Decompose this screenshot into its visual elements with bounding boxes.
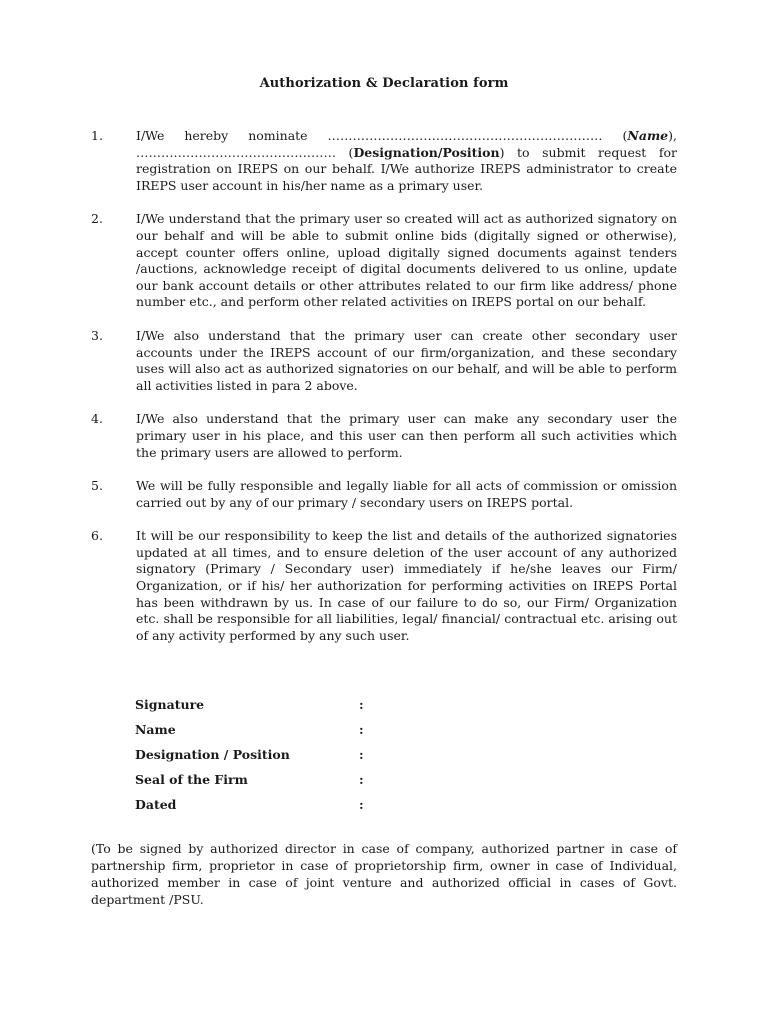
item-number: 1. [91, 128, 103, 143]
name-row [135, 722, 395, 747]
dated-row [135, 797, 395, 822]
item-text-part: I/We hereby nominate ………………………………………………………… ( [136, 128, 628, 143]
signature-colon: : [359, 697, 364, 712]
item-text-part: ), ………………………………………… ( [136, 128, 677, 160]
item-number: 3. [91, 327, 103, 343]
item-text: I/We understand that the primary user so created will act as authorized signatory on our behalf and will be able to submit online bids (digitally signed or otherwise), accept counter offers online, upload digitally signed documents against tenders /auctions, acknowledge receipt of digital documents delivered to us online, update our bank account details or other attributes related to our firm like address/ phone number etc., and perform other related activities on IREPS portal on our behalf. [136, 211, 677, 310]
list-item [91, 411, 677, 461]
name-colon: : [359, 722, 364, 737]
designation-row [135, 747, 395, 772]
item-text: I/We also understand that the primary user can create other secondary user accounts under the IREPS account of our firm/organization, and these secondary uses will also act as authorized signatories on our behalf, and will be able to perform all activities listed in para 2 above. [136, 327, 677, 393]
signature-label: Signature [135, 697, 205, 712]
item-text: We will be fully responsible and legally liable for all acts of commission or omission carried out by any of our primary / secondary users on IREPS portal. [136, 478, 677, 510]
item-number: 4. [91, 411, 103, 427]
item-text-part: ) to submit request for registration on IREPS on our behalf. I/We authorize IREPS administrator to create IREPS user account in his/her name as a primary user. [136, 144, 677, 193]
signature-block [135, 697, 395, 822]
designation-colon: : [359, 747, 364, 762]
seal-label: Seal of the Firm [135, 772, 248, 787]
item-number: 6. [91, 528, 103, 544]
list-item [91, 328, 677, 394]
document-title: Authorization & Declaration form [259, 76, 509, 91]
item-text [136, 128, 677, 194]
dated-label: Dated [135, 797, 177, 812]
list-item [91, 211, 677, 311]
signature-row [135, 697, 395, 722]
item-number: 5. [91, 478, 103, 494]
declaration-list [91, 128, 677, 661]
item-number: 2. [91, 211, 103, 227]
signing-note: (To be signed by authorized director in case of company, authorized partner in case of partnership firm, proprietor in case of proprietorship firm, owner in case of Individual, authorized member in case of joint venture and authorized official in cases of Govt. department /PSU. [91, 841, 677, 907]
dated-colon: : [359, 797, 364, 812]
seal-colon: : [359, 772, 364, 787]
designation-label: Designation / Position [135, 747, 290, 762]
list-item [91, 128, 677, 194]
designation-label: Designation/Position [353, 144, 500, 160]
list-item [91, 478, 677, 511]
name-label: Name [135, 722, 176, 737]
name-label: Name [627, 128, 669, 143]
item-text: It will be our responsibility to keep the list and details of the authorized signatories updated at all times, and to ensure deletion of the user account of any authorized signatory (Primary / Secondary user) immediately if he/she leaves our Firm/ Organization, or if his/ her authorization for performing activities on IREPS Portal has been withdrawn by us. In case of our failure to do so, our Firm/ Organization etc. shall be responsible for all liabilities, legal/ financial/ contractual etc. arising out of any activity performed by any such user. [136, 528, 677, 643]
seal-row [135, 772, 395, 797]
item-text: I/We also understand that the primary user can make any secondary user the primary user in his place, and this user can then perform all such activities which the primary users are allowed to perform. [136, 411, 677, 460]
list-item [91, 528, 677, 644]
